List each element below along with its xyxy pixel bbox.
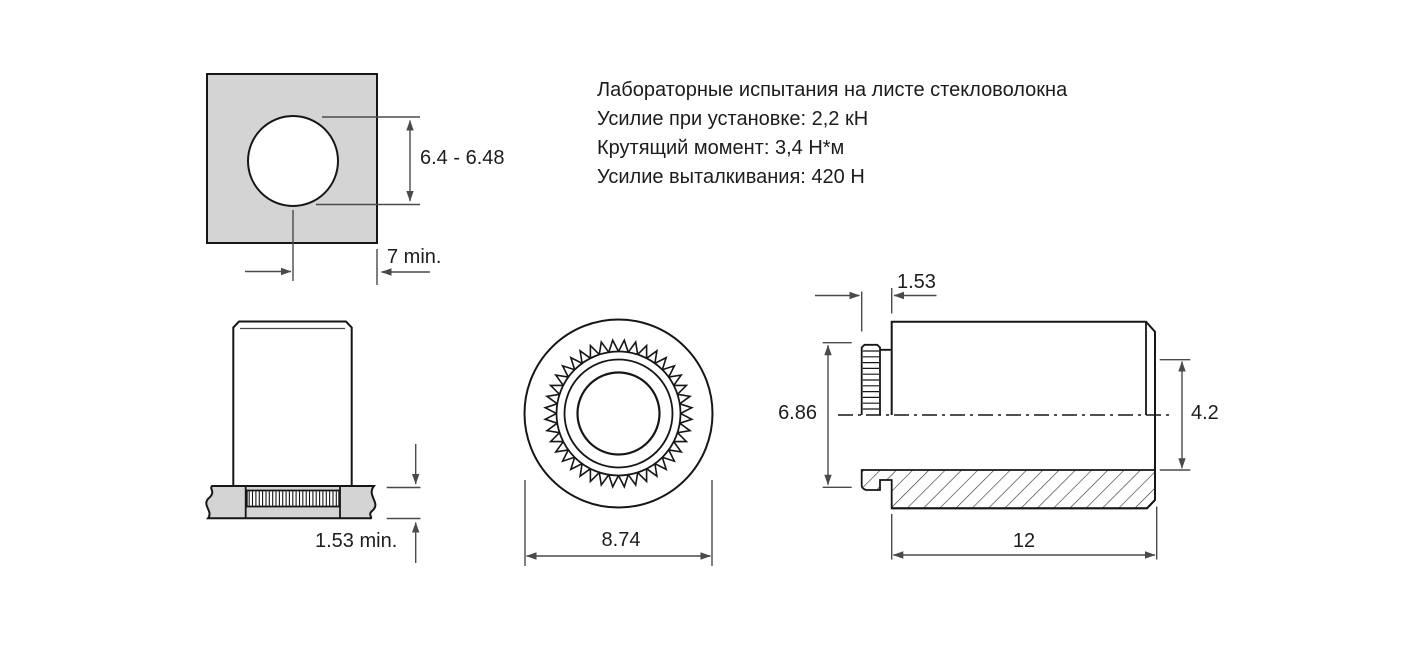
front-outer-diameter-label: 8.74 bbox=[601, 529, 641, 551]
note-line-3: Крутящий момент: 3,4 Н*м bbox=[597, 137, 845, 159]
note-line-2: Усилие при установке: 2,2 кН bbox=[597, 108, 869, 130]
sheet-thickness-label: 1.53 min. bbox=[315, 530, 398, 552]
note-line-1: Лабораторные испытания на листе стекловолокна bbox=[597, 79, 1068, 101]
hole-diameter-label: 6.4 - 6.48 bbox=[420, 147, 505, 169]
knurl-diameter-label: 6.86 bbox=[778, 402, 817, 424]
section-view bbox=[815, 288, 1190, 560]
installed-side-view bbox=[206, 322, 420, 564]
sectioned-wall-hatch bbox=[862, 470, 1155, 508]
body-length-label: 12 bbox=[1012, 530, 1036, 552]
mounting-hole bbox=[248, 116, 338, 206]
edge-distance-label: 7 min. bbox=[387, 246, 442, 268]
nut-body-side bbox=[233, 322, 351, 487]
shoulder-length-label: 1.53 bbox=[897, 271, 936, 293]
knurl-serrations bbox=[249, 492, 336, 506]
bore-diameter-label: 4.2 bbox=[1191, 402, 1219, 424]
note-line-4: Усилие выталкивания: 420 Н bbox=[597, 166, 865, 188]
thread-hole-circle bbox=[578, 373, 660, 455]
